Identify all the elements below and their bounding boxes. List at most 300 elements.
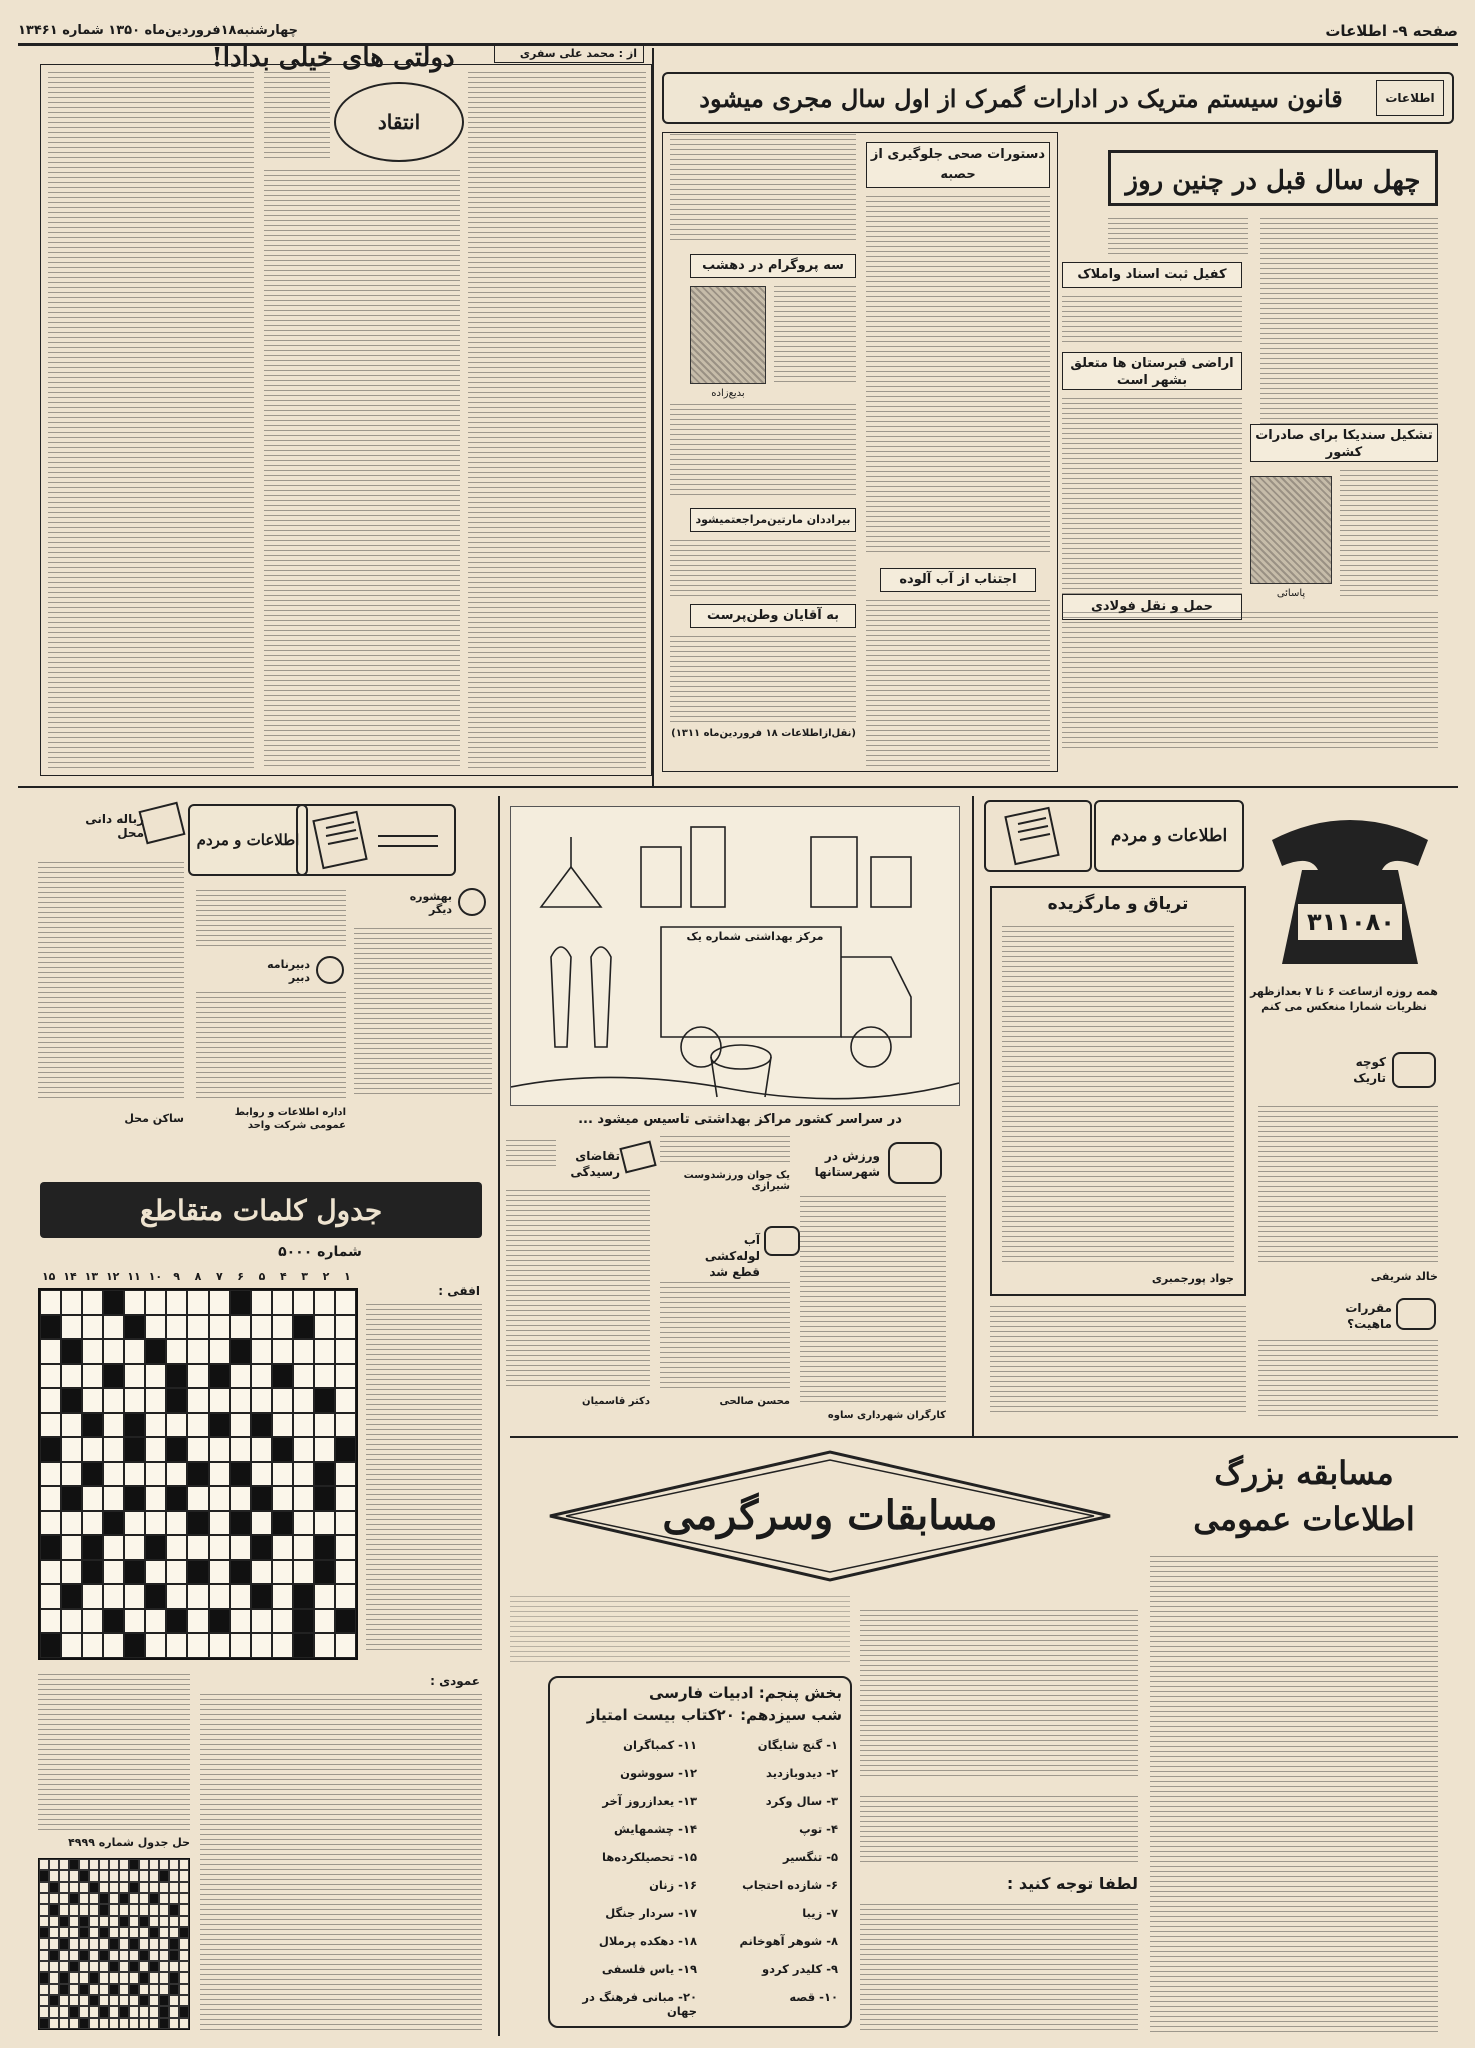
crossword-cell[interactable]	[335, 1633, 356, 1658]
crossword-cell[interactable]	[293, 1413, 314, 1438]
crossword-cell[interactable]	[209, 1609, 230, 1634]
crossword-cell[interactable]	[335, 1462, 356, 1487]
answer-cell	[139, 2018, 149, 2029]
crossword-cell[interactable]	[209, 1511, 230, 1536]
crossword-cell[interactable]	[335, 1584, 356, 1609]
crossword-cell[interactable]	[187, 1511, 208, 1536]
crossword-cell[interactable]	[145, 1388, 166, 1413]
crossword-cell[interactable]	[61, 1609, 82, 1634]
answer-cell	[169, 1870, 179, 1881]
crossword-cell[interactable]	[230, 1437, 251, 1462]
crossword-cell[interactable]	[187, 1560, 208, 1585]
crossword-cell[interactable]	[335, 1364, 356, 1389]
crossword-cell[interactable]	[293, 1315, 314, 1340]
crossword-cell[interactable]	[103, 1511, 124, 1536]
crossword-cell[interactable]	[145, 1315, 166, 1340]
answer-cell	[179, 1995, 189, 2006]
crossword-cell[interactable]	[40, 1535, 61, 1560]
answer-cell	[119, 1870, 129, 1881]
answer-cell	[179, 1859, 189, 1870]
answer-cell	[89, 1961, 99, 1972]
crossword-cell[interactable]	[103, 1486, 124, 1511]
answer-cell	[109, 1882, 119, 1893]
crossword-cell[interactable]	[40, 1511, 61, 1536]
crossword-cell[interactable]	[124, 1339, 145, 1364]
letter-text	[990, 1306, 1246, 1416]
crossword-cell[interactable]	[61, 1290, 82, 1315]
crossword-cell[interactable]	[293, 1364, 314, 1389]
answer-cell	[109, 1995, 119, 2006]
crossword-cell[interactable]	[103, 1633, 124, 1658]
crossword-cell[interactable]	[103, 1290, 124, 1315]
crossword-cell[interactable]	[61, 1486, 82, 1511]
answer-cell	[39, 1870, 49, 1881]
crossword-cell[interactable]	[145, 1486, 166, 1511]
answer-cell	[179, 1870, 189, 1881]
crossword-cell[interactable]	[335, 1486, 356, 1511]
crossword-cell[interactable]	[145, 1609, 166, 1634]
crossword-cell[interactable]	[145, 1462, 166, 1487]
crossword-cell[interactable]	[103, 1339, 124, 1364]
right-article-title: تریاق و مارگزیده	[1047, 894, 1189, 914]
crossword-cell[interactable]	[103, 1609, 124, 1634]
crossword-cell[interactable]	[272, 1364, 293, 1389]
crossword-cell[interactable]	[103, 1413, 124, 1438]
crossword-cell[interactable]	[272, 1511, 293, 1536]
crossword-cell[interactable]	[40, 1339, 61, 1364]
answer-cell	[79, 1927, 89, 1938]
crossword-number-label: ۴	[279, 1270, 287, 1283]
crossword-cell[interactable]	[314, 1535, 335, 1560]
letter-signature: ساکن محل	[124, 1112, 184, 1125]
answer-cell	[179, 1893, 189, 1904]
crossword-cell[interactable]	[124, 1388, 145, 1413]
crossword-cell[interactable]	[61, 1535, 82, 1560]
crossword-cell[interactable]	[251, 1413, 272, 1438]
crossword-number-label: ۱	[343, 1270, 351, 1283]
crossword-cell[interactable]	[209, 1290, 230, 1315]
crossword-cell[interactable]	[82, 1290, 103, 1315]
crossword-cell[interactable]	[230, 1560, 251, 1585]
answer-cell	[49, 1870, 59, 1881]
crossword-cell[interactable]	[40, 1290, 61, 1315]
crossword-cell[interactable]	[335, 1511, 356, 1536]
crossword-cell[interactable]	[314, 1339, 335, 1364]
crossword-cell[interactable]	[103, 1462, 124, 1487]
page-number: صفحه ۹- اطلاعات	[1325, 21, 1458, 40]
crossword-cell[interactable]	[335, 1388, 356, 1413]
answer-cell	[39, 1972, 49, 1983]
book-item: ۱۵- تحصیلکرده‌ها	[602, 1850, 697, 1864]
crossword-cell[interactable]	[293, 1486, 314, 1511]
crossword-cell[interactable]	[103, 1437, 124, 1462]
crossword-cell[interactable]	[272, 1560, 293, 1585]
crossword-cell[interactable]	[166, 1486, 187, 1511]
crossword-cell[interactable]	[124, 1290, 145, 1315]
crossword-cell[interactable]	[145, 1584, 166, 1609]
crossword-cell[interactable]	[187, 1486, 208, 1511]
crossword-cell[interactable]	[187, 1364, 208, 1389]
answer-grid	[38, 1858, 190, 2030]
crossword-cell[interactable]	[272, 1609, 293, 1634]
crossword-cell[interactable]	[187, 1609, 208, 1634]
crossword-cell[interactable]	[230, 1290, 251, 1315]
crossword-cell[interactable]	[272, 1290, 293, 1315]
crossword-cell[interactable]	[61, 1437, 82, 1462]
crossword-cell[interactable]	[335, 1413, 356, 1438]
answer-cell	[79, 1972, 89, 1983]
book-item: ۷- زیبا	[802, 1906, 838, 1920]
answer-cell	[159, 1938, 169, 1949]
crossword-cell[interactable]	[40, 1413, 61, 1438]
answer-cell	[59, 1859, 69, 1870]
crossword-cell[interactable]	[272, 1584, 293, 1609]
crossword-cell[interactable]	[40, 1437, 61, 1462]
crossword-cell[interactable]	[251, 1437, 272, 1462]
crossword-cell[interactable]	[82, 1315, 103, 1340]
crossword-cell[interactable]	[187, 1535, 208, 1560]
crossword-cell[interactable]	[251, 1364, 272, 1389]
answer-cell	[149, 1859, 159, 1870]
crossword-cell[interactable]	[314, 1560, 335, 1585]
crossword-cell[interactable]	[61, 1339, 82, 1364]
crossword-cell[interactable]	[145, 1339, 166, 1364]
answer-cell	[49, 1916, 59, 1927]
crossword-cell[interactable]	[335, 1437, 356, 1462]
crossword-cell[interactable]	[209, 1560, 230, 1585]
crossword-cell[interactable]	[335, 1315, 356, 1340]
crossword-cell[interactable]	[103, 1315, 124, 1340]
crossword-cell[interactable]	[230, 1388, 251, 1413]
answer-cell	[69, 1938, 79, 1949]
crossword-cell[interactable]	[230, 1633, 251, 1658]
crossword-cell[interactable]	[166, 1511, 187, 1536]
crossword-cell[interactable]	[335, 1339, 356, 1364]
answer-cell	[169, 1938, 179, 1949]
crossword-cell[interactable]	[124, 1437, 145, 1462]
crossword-cell[interactable]	[251, 1315, 272, 1340]
crossword-cell[interactable]	[293, 1535, 314, 1560]
letter-text	[1258, 1340, 1438, 1416]
crossword-cell[interactable]	[166, 1413, 187, 1438]
crossword-cell[interactable]	[314, 1511, 335, 1536]
answer-cell	[59, 2018, 69, 2029]
photo-caption: بدیع‌زاده	[711, 388, 745, 399]
answer-cell	[169, 1984, 179, 1995]
crossword-cell[interactable]	[145, 1437, 166, 1462]
crossword-cell[interactable]	[103, 1388, 124, 1413]
crossword-cell[interactable]	[187, 1315, 208, 1340]
crossword-cell[interactable]	[251, 1584, 272, 1609]
crossword-cell[interactable]	[272, 1388, 293, 1413]
crossword-cell[interactable]	[209, 1535, 230, 1560]
crossword-number: شماره ۵۰۰۰	[278, 1244, 362, 1260]
crossword-cell[interactable]	[293, 1437, 314, 1462]
crossword-cell[interactable]	[209, 1584, 230, 1609]
crossword-cell[interactable]	[61, 1462, 82, 1487]
crossword-cell[interactable]	[124, 1560, 145, 1585]
crossword-cell[interactable]	[251, 1560, 272, 1585]
answer-cell	[159, 1882, 169, 1893]
crossword-cell[interactable]	[82, 1609, 103, 1634]
crossword-cell[interactable]	[103, 1364, 124, 1389]
crossword-cell[interactable]	[40, 1462, 61, 1487]
crossword-cell[interactable]	[209, 1388, 230, 1413]
contest-text	[1150, 1556, 1438, 2034]
crossword-cell[interactable]	[40, 1560, 61, 1585]
crossword-cell[interactable]	[166, 1633, 187, 1658]
crossword-cell[interactable]	[251, 1609, 272, 1634]
crossword-cell[interactable]	[103, 1535, 124, 1560]
crossword-cell[interactable]	[124, 1413, 145, 1438]
answer-cell	[119, 1950, 129, 1961]
crossword-cell[interactable]	[272, 1633, 293, 1658]
crossword-cell[interactable]	[293, 1388, 314, 1413]
crossword-cell[interactable]	[82, 1364, 103, 1389]
crossword-cell[interactable]	[187, 1633, 208, 1658]
crossword-cell[interactable]	[82, 1511, 103, 1536]
book-item: ۱۴- چشمهایش	[613, 1822, 697, 1836]
crossword-cell[interactable]	[166, 1560, 187, 1585]
crossword-cell[interactable]	[124, 1535, 145, 1560]
crossword-cell[interactable]	[272, 1339, 293, 1364]
crossword-cell[interactable]	[40, 1584, 61, 1609]
section-title: چهل سال قبل در چنین روز	[1108, 150, 1438, 206]
crossword-cell[interactable]	[209, 1462, 230, 1487]
crossword-cell[interactable]	[272, 1315, 293, 1340]
crossword-cell[interactable]	[293, 1609, 314, 1634]
crossword-number-label: ۱۴	[63, 1270, 77, 1283]
crossword-cell[interactable]	[251, 1511, 272, 1536]
crossword-cell[interactable]	[314, 1413, 335, 1438]
crossword-cell[interactable]	[82, 1560, 103, 1585]
crossword-cell[interactable]	[230, 1609, 251, 1634]
crossword-cell[interactable]	[40, 1633, 61, 1658]
crossword-cell[interactable]	[166, 1364, 187, 1389]
crossword-cell[interactable]	[251, 1486, 272, 1511]
crossword-cell[interactable]	[272, 1486, 293, 1511]
answer-cell	[39, 1950, 49, 1961]
crossword-cell[interactable]	[293, 1560, 314, 1585]
crossword-cell[interactable]	[314, 1315, 335, 1340]
crossword-cell[interactable]	[314, 1388, 335, 1413]
crossword-cell[interactable]	[187, 1462, 208, 1487]
crossword-cell[interactable]	[335, 1609, 356, 1634]
crossword-cell[interactable]	[61, 1560, 82, 1585]
answer-cell	[89, 1938, 99, 1949]
crossword-cell[interactable]	[145, 1511, 166, 1536]
crossword-cell[interactable]	[166, 1609, 187, 1634]
crossword-cell[interactable]	[145, 1535, 166, 1560]
crossword-cell[interactable]	[166, 1315, 187, 1340]
crossword-cell[interactable]	[314, 1364, 335, 1389]
crossword-cell[interactable]	[166, 1437, 187, 1462]
crossword-cell[interactable]	[145, 1290, 166, 1315]
crossword-cell[interactable]	[82, 1437, 103, 1462]
crossword-cell[interactable]	[335, 1290, 356, 1315]
crossword-cell[interactable]	[272, 1535, 293, 1560]
crossword-cell[interactable]	[335, 1560, 356, 1585]
answer-cell	[179, 2006, 189, 2017]
crossword-cell[interactable]	[187, 1584, 208, 1609]
crossword-cell[interactable]	[61, 1413, 82, 1438]
crossword-cell[interactable]	[251, 1290, 272, 1315]
crossword-cell[interactable]	[293, 1511, 314, 1536]
answer-cell	[109, 1927, 119, 1938]
crossword-cell[interactable]	[230, 1339, 251, 1364]
crossword-cell[interactable]	[40, 1486, 61, 1511]
crossword-cell[interactable]	[187, 1413, 208, 1438]
crossword-cell[interactable]	[314, 1462, 335, 1487]
answer-cell	[119, 2006, 129, 2017]
crossword-cell[interactable]	[230, 1584, 251, 1609]
crossword-cell[interactable]	[166, 1290, 187, 1315]
answer-cell	[139, 1995, 149, 2006]
crossword-cell[interactable]	[166, 1535, 187, 1560]
crossword-cell[interactable]	[61, 1511, 82, 1536]
crossword-cell[interactable]	[293, 1339, 314, 1364]
crossword-cell[interactable]	[251, 1633, 272, 1658]
crossword-cell[interactable]	[293, 1462, 314, 1487]
answer-cell	[149, 1893, 159, 1904]
crossword-cell[interactable]	[293, 1584, 314, 1609]
crossword-cell[interactable]	[209, 1315, 230, 1340]
crossword-cell[interactable]	[82, 1388, 103, 1413]
answer-cell	[109, 1972, 119, 1983]
crossword-cell[interactable]	[40, 1388, 61, 1413]
crossword-cell[interactable]	[61, 1584, 82, 1609]
crossword-cell[interactable]	[335, 1535, 356, 1560]
crossword-cell[interactable]	[124, 1609, 145, 1634]
crossword-cell[interactable]	[230, 1413, 251, 1438]
answer-cell	[59, 1984, 69, 1995]
answer-cell	[79, 2006, 89, 2017]
crossword-cell[interactable]	[82, 1535, 103, 1560]
crossword-cell[interactable]	[124, 1511, 145, 1536]
crossword-cell[interactable]	[314, 1486, 335, 1511]
crossword-cell[interactable]	[230, 1462, 251, 1487]
crossword-cell[interactable]	[166, 1584, 187, 1609]
crossword-cell[interactable]	[124, 1486, 145, 1511]
crossword-cell[interactable]	[82, 1462, 103, 1487]
crossword-cell[interactable]	[82, 1486, 103, 1511]
crossword-cell[interactable]	[61, 1364, 82, 1389]
answer-cell	[119, 1995, 129, 2006]
crossword-cell[interactable]	[103, 1560, 124, 1585]
letter-signature: دکتر قاسمیان	[582, 1396, 650, 1407]
crossword-cell[interactable]	[82, 1339, 103, 1364]
crossword-cell[interactable]	[230, 1315, 251, 1340]
crossword-cell[interactable]	[40, 1609, 61, 1634]
item-title: مقررات ماهیت؟	[1345, 1301, 1392, 1331]
crossword-cell[interactable]	[251, 1462, 272, 1487]
answer-cell	[129, 2006, 139, 2017]
crossword-cell[interactable]	[103, 1584, 124, 1609]
crossword-cell[interactable]	[61, 1633, 82, 1658]
answer-cell	[109, 1938, 119, 1949]
crossword-cell[interactable]	[209, 1437, 230, 1462]
answer-cell	[159, 1995, 169, 2006]
crossword-cell[interactable]	[61, 1315, 82, 1340]
crossword-cell[interactable]	[230, 1486, 251, 1511]
crossword-cell[interactable]	[230, 1511, 251, 1536]
answer-cell	[179, 1904, 189, 1915]
crossword-cell[interactable]	[230, 1364, 251, 1389]
crossword-cell[interactable]	[209, 1633, 230, 1658]
crossword-cell[interactable]	[40, 1364, 61, 1389]
crossword-cell[interactable]	[166, 1388, 187, 1413]
answer-cell	[89, 1893, 99, 1904]
answer-cell	[119, 1938, 129, 1949]
crossword-cell[interactable]	[124, 1315, 145, 1340]
paper-document-icon	[296, 804, 456, 876]
crossword-cell[interactable]	[166, 1339, 187, 1364]
crossword-cell[interactable]	[209, 1339, 230, 1364]
crossword-cell[interactable]	[314, 1437, 335, 1462]
crossword-cell[interactable]	[230, 1535, 251, 1560]
crossword-cell[interactable]	[251, 1535, 272, 1560]
crossword-cell[interactable]	[145, 1633, 166, 1658]
answer-cell	[99, 1950, 109, 1961]
crossword-cell[interactable]	[124, 1462, 145, 1487]
crossword-cell[interactable]	[82, 1633, 103, 1658]
crossword-cell[interactable]	[293, 1290, 314, 1315]
crossword-cell[interactable]	[187, 1290, 208, 1315]
crossword-cell[interactable]	[251, 1388, 272, 1413]
crossword-cell[interactable]	[82, 1584, 103, 1609]
answer-cell	[39, 1916, 49, 1927]
article-text	[1002, 926, 1234, 1266]
crossword-cell[interactable]	[166, 1462, 187, 1487]
answer-cell	[89, 1927, 99, 1938]
crossword-cell[interactable]	[124, 1364, 145, 1389]
subhead-registry: کفیل ثبت اسناد واملاک	[1062, 262, 1242, 288]
answer-cell	[119, 1859, 129, 1870]
crossword-cell[interactable]	[209, 1364, 230, 1389]
crossword-cell[interactable]	[209, 1413, 230, 1438]
crossword-cell[interactable]	[272, 1413, 293, 1438]
answer-cell	[59, 1870, 69, 1881]
crossword-cell[interactable]	[314, 1584, 335, 1609]
answer-cell	[139, 1938, 149, 1949]
crossword-cell[interactable]	[187, 1437, 208, 1462]
crossword-cell[interactable]	[61, 1388, 82, 1413]
crossword-cell[interactable]	[40, 1315, 61, 1340]
crossword-cell[interactable]	[124, 1584, 145, 1609]
crossword-cell[interactable]	[145, 1560, 166, 1585]
crossword-cell[interactable]	[145, 1413, 166, 1438]
answer-cell	[109, 2006, 119, 2017]
article-text	[1340, 470, 1438, 600]
crossword-cell[interactable]	[145, 1364, 166, 1389]
crossword-cell[interactable]	[124, 1633, 145, 1658]
crossword-cell[interactable]	[314, 1633, 335, 1658]
photo-caption: پاسائی	[1276, 588, 1306, 599]
crossword-cell[interactable]	[293, 1633, 314, 1658]
crossword-cell[interactable]	[314, 1609, 335, 1634]
crossword-cell[interactable]	[272, 1462, 293, 1487]
answer-cell	[89, 1859, 99, 1870]
trash-item-title: زباله دانی محل	[85, 812, 144, 840]
crossword-cell[interactable]	[272, 1437, 293, 1462]
crossword-cell[interactable]	[187, 1388, 208, 1413]
crossword-cell[interactable]	[82, 1413, 103, 1438]
crossword-cell[interactable]	[314, 1290, 335, 1315]
letter-text	[800, 1196, 946, 1406]
crossword-cell[interactable]	[209, 1486, 230, 1511]
crossword-cell[interactable]	[251, 1339, 272, 1364]
crossword-cell[interactable]	[187, 1339, 208, 1364]
